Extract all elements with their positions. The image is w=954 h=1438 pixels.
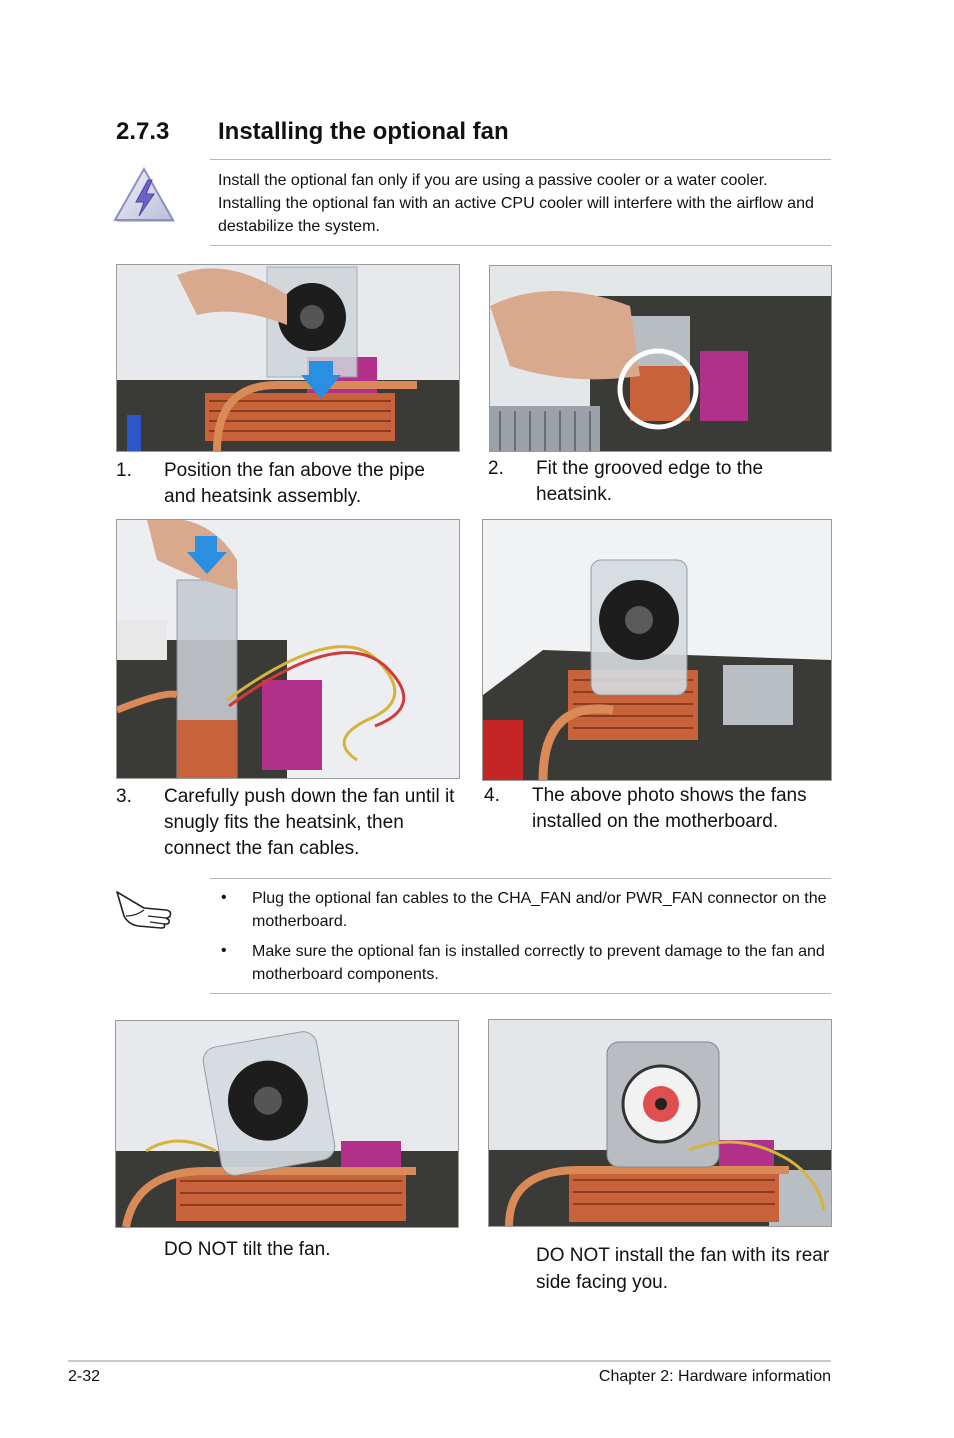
section-number: 2.7.3 <box>116 118 170 145</box>
step-1 <box>116 458 456 514</box>
warning-top-rule <box>210 159 831 160</box>
note-item <box>218 940 830 986</box>
note-bottom-rule <box>210 993 831 994</box>
note-top-rule <box>210 878 831 879</box>
step-text: Carefully push down the fan until it snugly fits the heatsink, then connect the fan cables. <box>164 786 455 859</box>
photo-fans-installed <box>482 519 832 781</box>
pointing-hand-icon <box>114 886 174 930</box>
step-number: 4. <box>484 785 500 806</box>
step-text: The above photo shows the fans installed on the motherboard. <box>532 785 807 832</box>
caption-no-tilt: DO NOT tilt the fan. <box>164 1239 331 1260</box>
footer-rule <box>68 1360 831 1362</box>
warning-bottom-rule <box>210 245 831 246</box>
note-item <box>218 887 830 933</box>
warning-text: Install the optional fan only if you are using a passive cooler or a water cooler. Installing the optional fan with an active CPU cooler will interfere with the airflow and destabilize the system. <box>218 172 814 235</box>
note-list <box>218 887 830 993</box>
bullet: • <box>221 942 227 959</box>
step-text: Position the fan above the pipe and heatsink assembly. <box>164 460 425 507</box>
photo-rear-side-fan <box>488 1019 832 1227</box>
photo-push-down-fan <box>116 519 460 779</box>
photo-grooved-edge <box>489 265 832 452</box>
bullet: • <box>221 889 227 906</box>
note-text: Make sure the optional fan is installed correctly to prevent damage to the fan and motherboard components. <box>252 943 825 983</box>
chapter-title: Chapter 2: Hardware information <box>598 1368 831 1385</box>
step-4 <box>484 783 830 839</box>
step-number: 1. <box>116 460 132 481</box>
warning-lightning-icon <box>112 166 176 224</box>
photo-position-fan <box>116 264 460 452</box>
section-heading <box>116 118 509 146</box>
caption-no-rear-side: DO NOT install the fan with its rear side facing you. <box>536 1245 830 1293</box>
section-title: Installing the optional fan <box>218 118 509 145</box>
step-number: 3. <box>116 786 132 807</box>
step-2 <box>488 456 830 512</box>
step-text: Fit the grooved edge to the heatsink. <box>536 458 764 505</box>
note-text: Plug the optional fan cables to the CHA_FAN and/or PWR_FAN connector on the motherboard. <box>252 890 827 930</box>
photo-tilted-fan <box>115 1020 459 1228</box>
step-3 <box>116 784 456 864</box>
page-number: 2-32 <box>68 1368 101 1385</box>
step-number: 2. <box>488 458 504 479</box>
